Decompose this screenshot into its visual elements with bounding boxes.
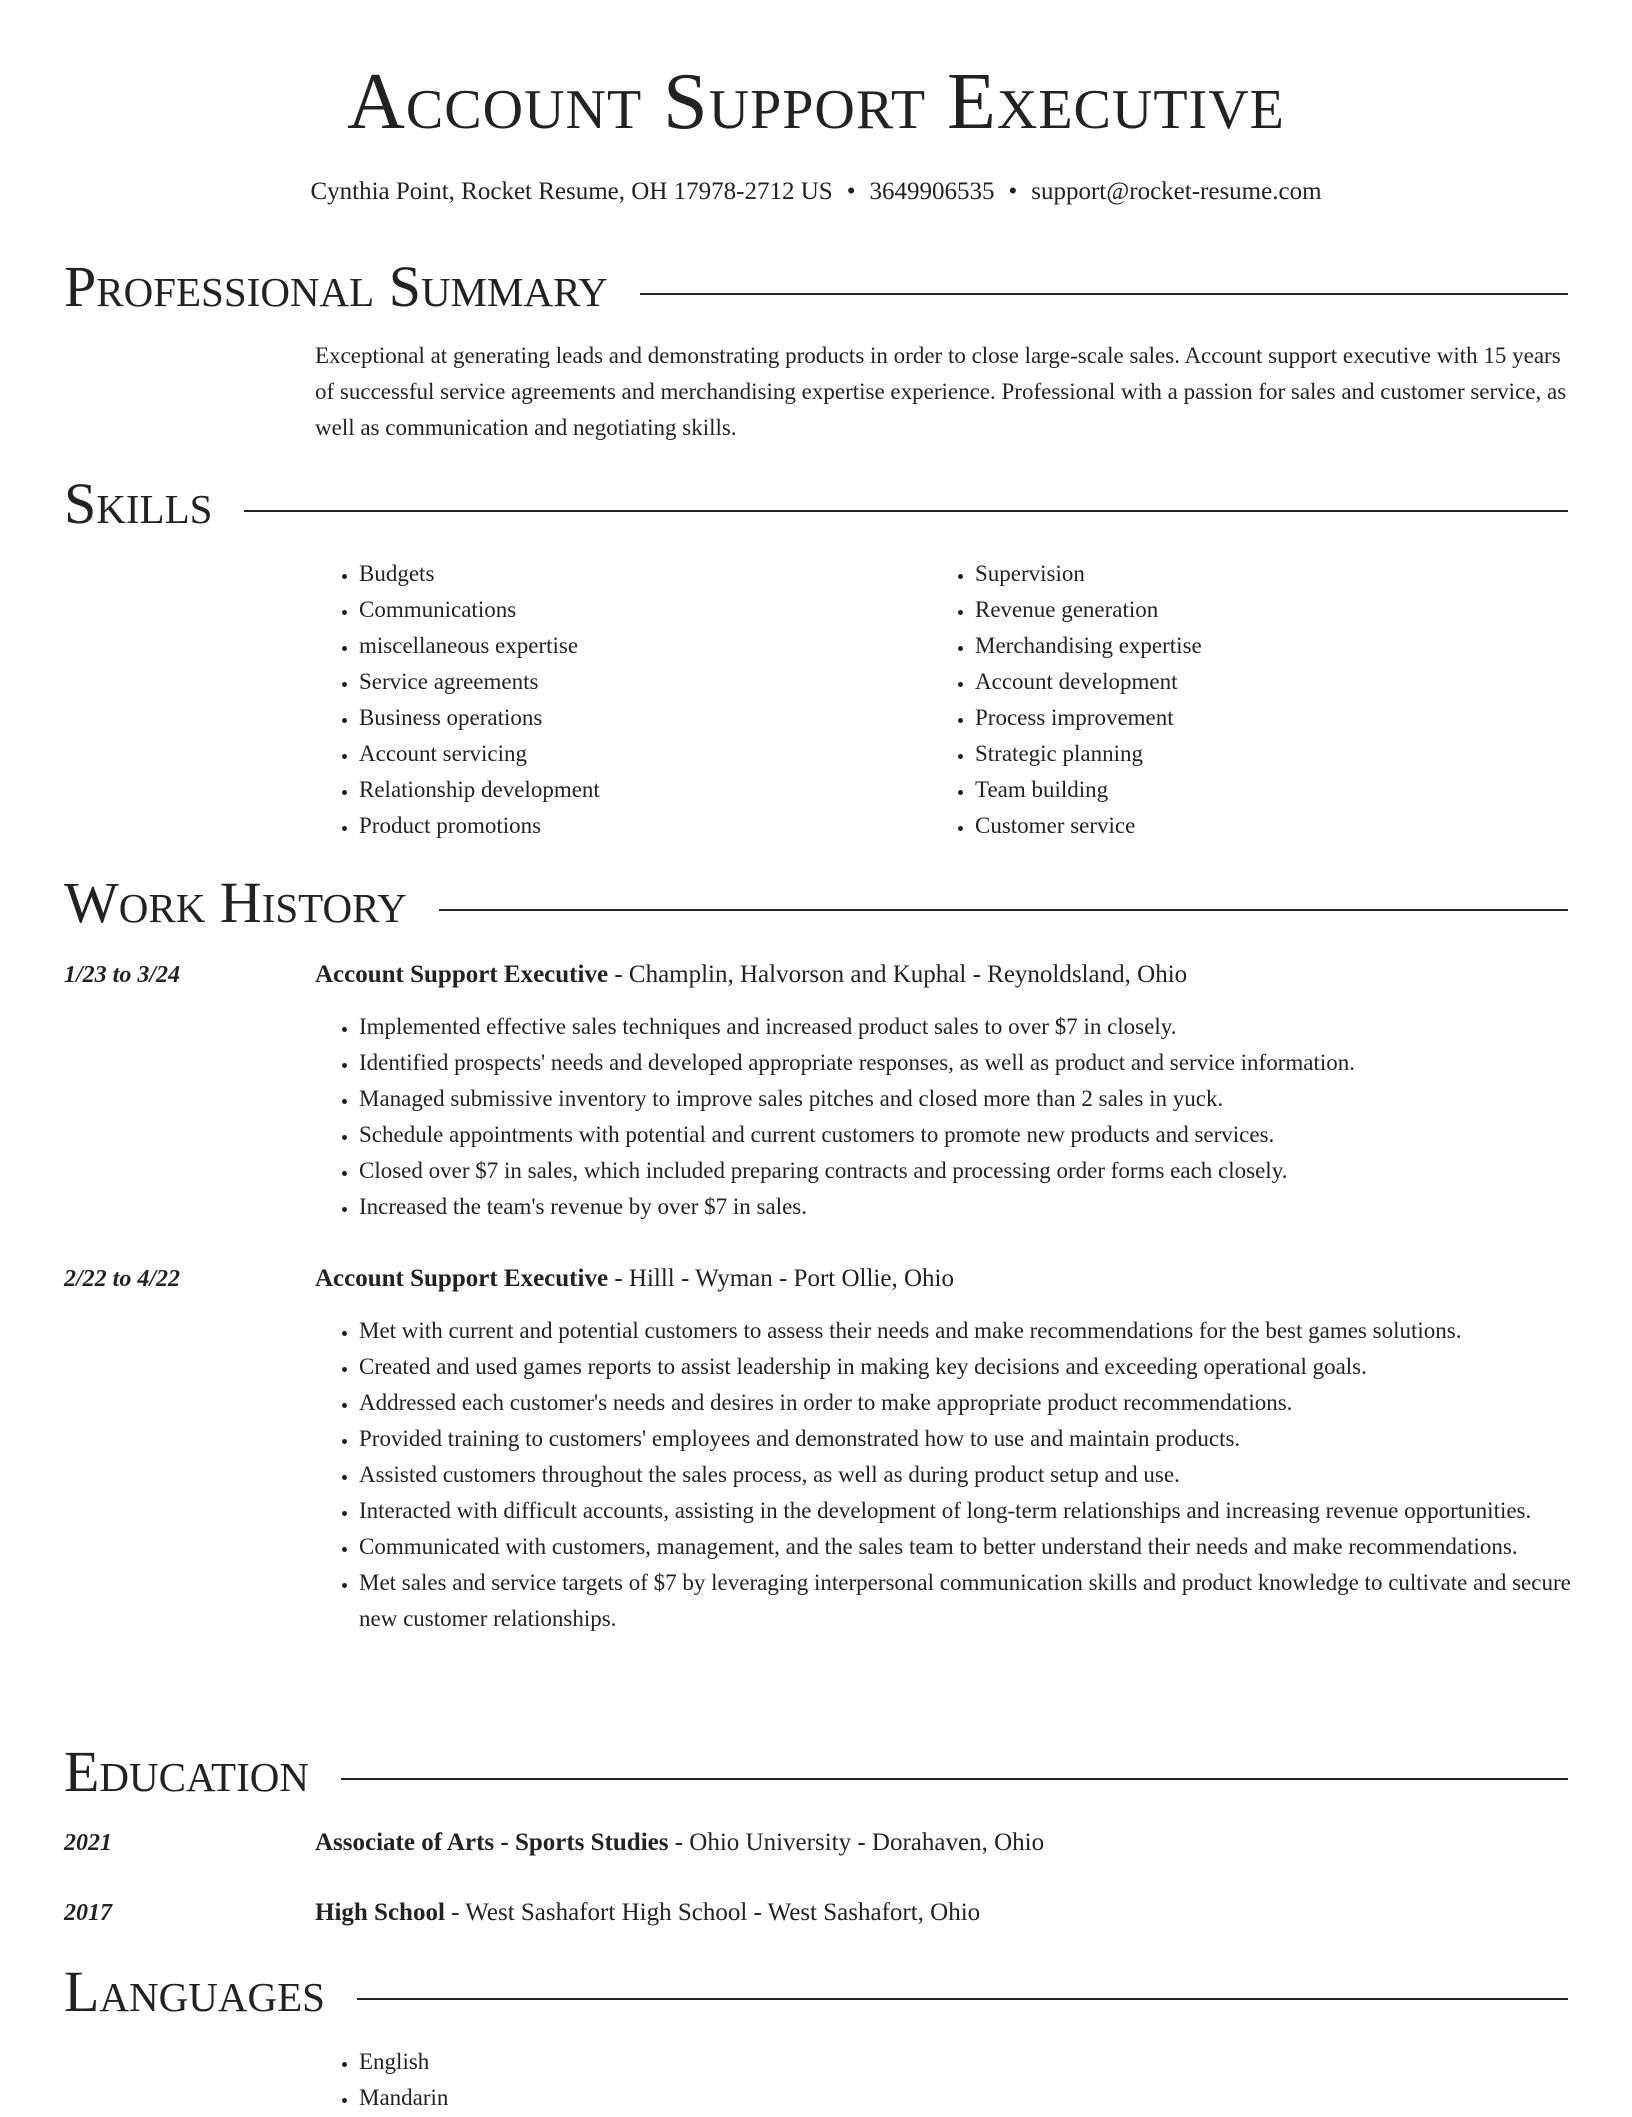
skill-item: • Product promotions bbox=[359, 808, 915, 844]
job-bullet: • Provided training to customers' employees and demonstrated how to use and maintain products. bbox=[359, 1421, 1575, 1457]
section-header-summary bbox=[64, 252, 1568, 322]
job-bullet: • Closed over $7 in sales, which included preparing contracts and processing order forms each closely. bbox=[359, 1153, 1575, 1189]
job-heading bbox=[315, 1261, 954, 1297]
job-bullet: • Implemented effective sales techniques and increased product sales to over $7 in closely. bbox=[359, 1009, 1575, 1045]
section-header-skills bbox=[64, 469, 1568, 539]
contact-line bbox=[0, 174, 1632, 210]
section-title-work: Work History bbox=[64, 868, 439, 938]
section-title-skills: Skills bbox=[64, 469, 244, 539]
skill-item: • Merchandising expertise bbox=[975, 628, 1531, 664]
job-bullet: • Met with current and potential customers to assess their needs and make recommendations for the best games solutions. bbox=[359, 1313, 1575, 1349]
job-bullet: • Identified prospects' needs and developed appropriate responses, as well as product and service information. bbox=[359, 1045, 1575, 1081]
job-details: - Hilll - Wyman - Port Ollie, Ohio bbox=[608, 1265, 954, 1292]
skill-item: • Relationship development bbox=[359, 772, 915, 808]
education-year: 2017 bbox=[64, 1900, 112, 1926]
summary-text: Exceptional at generating leads and demonstrating products in order to close large-scale sales. Account support executive with 15 years of successful service agreements and merchandising expertise experience. Professional with a passion for sales and customer service, as well as communication and negotiating skills. bbox=[315, 343, 1567, 440]
contact-phone: 3649906535 bbox=[869, 178, 995, 205]
job-title: Account Support Executive bbox=[315, 961, 609, 988]
skill-item: • Customer service bbox=[975, 808, 1531, 844]
job-heading bbox=[315, 957, 1187, 993]
language-item: • Mandarin bbox=[359, 2080, 1575, 2116]
skill-item: • Strategic planning bbox=[975, 736, 1531, 772]
job-bullet: • Increased the team's revenue by over $7 in sales. bbox=[359, 1189, 1575, 1225]
education-details: - Ohio University - Dorahaven, Ohio bbox=[668, 1829, 1045, 1856]
job-bullet: • Interacted with difficult accounts, assisting in the development of long-term relationships and increasing revenue opportunities. bbox=[359, 1493, 1575, 1529]
education-year: 2021 bbox=[64, 1830, 112, 1856]
contact-separator: • bbox=[846, 178, 856, 205]
job-bullet: • Met sales and service targets of $7 by leveraging interpersonal communication skills and product knowledge to cultivate and secure new customer relationships. bbox=[359, 1565, 1575, 1637]
contact-email[interactable]: support@rocket-resume.com bbox=[1031, 178, 1322, 205]
skills-column-left bbox=[315, 556, 915, 844]
language-list bbox=[315, 2044, 1575, 2116]
education-degree: Associate of Arts - Sports Studies bbox=[315, 1829, 669, 1856]
job-bullet: • Communicated with customers, management, and the sales team to better understand their needs and make recommendations. bbox=[359, 1529, 1575, 1565]
skill-item: • miscellaneous expertise bbox=[359, 628, 915, 664]
job-bullet: • Addressed each customer's needs and desires in order to make appropriate product recommendations. bbox=[359, 1385, 1575, 1421]
job-bullet: • Managed submissive inventory to improve sales pitches and closed more than 2 sales in yuck. bbox=[359, 1081, 1575, 1117]
skill-item: • Business operations bbox=[359, 700, 915, 736]
skill-item: • Account development bbox=[975, 664, 1531, 700]
language-item: • English bbox=[359, 2044, 1575, 2080]
job-title: Account Support Executive bbox=[315, 1265, 609, 1292]
job-bullets bbox=[315, 1009, 1575, 1225]
job-bullet: • Schedule appointments with potential and current customers to promote new products and services. bbox=[359, 1117, 1575, 1153]
job-details: - Champlin, Halvorson and Kuphal - Reynoldsland, Ohio bbox=[608, 961, 1188, 988]
skill-item: • Team building bbox=[975, 772, 1531, 808]
skill-item: • Budgets bbox=[359, 556, 915, 592]
skill-item: • Process improvement bbox=[975, 700, 1531, 736]
skill-item: • Supervision bbox=[975, 556, 1531, 592]
job-bullet: • Created and used games reports to assist leadership in making key decisions and exceeding operational goals. bbox=[359, 1349, 1575, 1385]
contact-address: Cynthia Point, Rocket Resume, OH 17978-2712 US bbox=[310, 178, 833, 205]
skill-item: • Account servicing bbox=[359, 736, 915, 772]
job-bullet: • Assisted customers throughout the sales process, as well as during product setup and use. bbox=[359, 1457, 1575, 1493]
section-header-education bbox=[64, 1737, 1568, 1807]
skills-column-right bbox=[931, 556, 1531, 844]
section-title-languages: Languages bbox=[64, 1957, 357, 2027]
section-divider bbox=[64, 510, 1568, 512]
section-title-education: Education bbox=[64, 1737, 341, 1807]
skill-item: • Communications bbox=[359, 592, 915, 628]
skill-item: • Revenue generation bbox=[975, 592, 1531, 628]
section-header-work bbox=[64, 868, 1568, 938]
education-entry bbox=[315, 1895, 980, 1931]
education-entry bbox=[315, 1825, 1044, 1861]
job-dates: 2/22 to 4/22 bbox=[64, 1266, 181, 1292]
education-details: - West Sashafort High School - West Sashafort, Ohio bbox=[444, 1899, 981, 1926]
section-header-languages bbox=[64, 1957, 1568, 2027]
education-degree: High School bbox=[315, 1899, 445, 1926]
skill-item: • Service agreements bbox=[359, 664, 915, 700]
resume-name: Account Support Executive bbox=[347, 58, 1285, 146]
section-title-summary: Professional Summary bbox=[64, 252, 640, 322]
job-bullets bbox=[315, 1313, 1575, 1637]
job-dates: 1/23 to 3/24 bbox=[64, 962, 181, 988]
contact-separator: • bbox=[1008, 178, 1018, 205]
